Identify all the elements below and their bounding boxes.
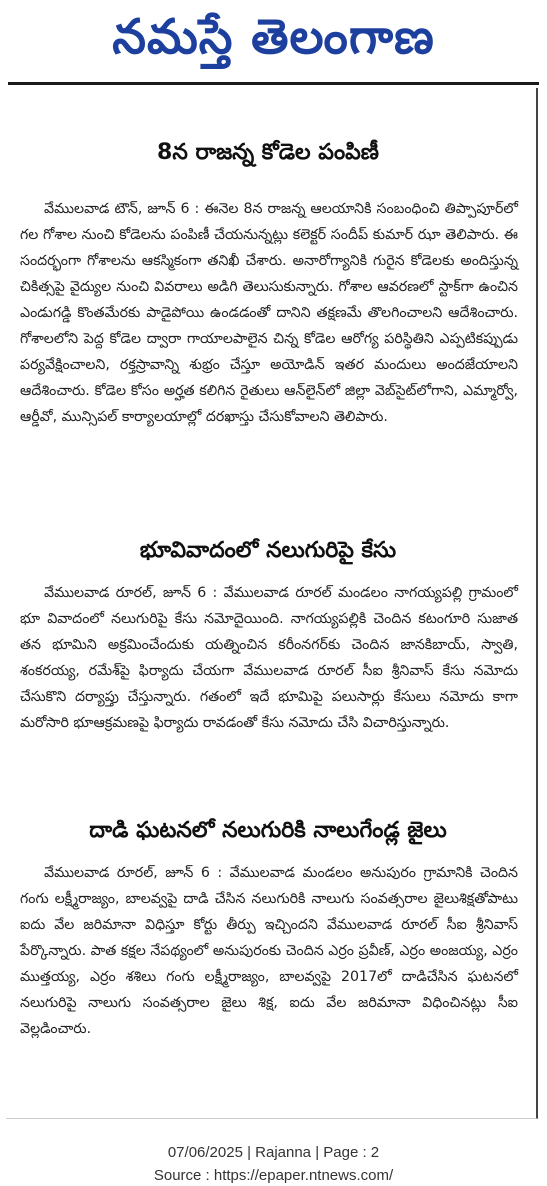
masthead (0, 0, 547, 80)
story-headline: భూవివాదంలో నలుగురిపై కేసు (139, 538, 397, 563)
story-dadi-ghatana (6, 816, 530, 1042)
footer-date-page: 07/06/2025 | Rajanna | Page : 2 (167, 1144, 380, 1161)
story-body: వేములవాడ రూరల్, జూన్ 6 : వేములవాడ మండలం అనుపురం గ్రామానికి చెందిన గంగు లక్ష్మీరాజ్యం, బాలవ్వపై దాడి చేసిన నలుగురికి నాలుగు సంవత్సరాల జైలుశిక్షతోపాటు ఐదు వేల జరిమానా విధిస్తూ కోర్టు తీర్పు ఇచ్చిందని వేములవాడ రూరల్ సీఐ శ్రీనివాస్ పేర్కొన్నారు. పాత కక్షల నేపథ్యంలో అనుపురంకు చెందిన ఎర్రం ప్రవీణ్, ఎర్రం అంజయ్య, ఎర్రం ముత్తయ్య, ఎర్రం శశిలు గంగు లక్ష్మీరాజ్యం, బాలవ్వపై 2017లో దాడిచేసిన ఘటనలో నలుగురిపై నాలుగు సంవత్సరాల జైలు శిక్ష, ఐదు వేల జరిమానా విధించినట్లు సీఐ వెల్లడించారు. (20, 865, 518, 1037)
masthead-divider (8, 82, 539, 85)
story-headline: 8న రాజన్న కోడెల పంపిణీ (157, 140, 379, 165)
story-body: వేములవాడ రూరల్, జూన్ 6 : వేములవాడ రూరల్ మండలం నాగయ్యపల్లి గ్రామంలో భూ వివాదంలో నలుగురిపై కేసు నమోదైయింది. నాగయ్యపల్లికి చెందిన కటంగూరి సుజాత తన భూమిని అక్రమించేందుకు యత్నించిన కరీంనగర్‌కు చెందిన జానకిబాయ్, స్వాతి, శంకరయ్య, రమేశ్‌పై ఫిర్యాదు చేయగా వేములవాడ రూరల్ సీఐ శ్రీనివాస్ కేసు నమోదు చేసుకొని దర్యాప్తు చేస్తున్నారు. గతంలో ఇదే భూమిపై పలుసార్లు కేసులు నమోదు కాగా మరోసారి భూఆక్రమణపై ఫిర్యాదు రావడంతో కేసు నమోదు చేసి విచారిస్తున్నారు. (20, 585, 518, 731)
masthead-logo: నమస్తే తెలంగాణ (112, 9, 435, 65)
story-kodela-pampini (6, 138, 530, 430)
news-clipping (6, 88, 538, 1119)
story-headline: దాడి ఘటనలో నలుగురికి నాలుగేండ్ల జైలు (89, 818, 447, 843)
footer-source-link[interactable]: Source : https://epaper.ntnews.com/ (153, 1167, 394, 1184)
story-bhuvivadam (6, 536, 530, 736)
story-body: వేములవాడ టౌన్, జూన్ 6 : ఈనెల 8న రాజన్న ఆలయానికి సంబంధించి తిప్పాపూర్‌లో గల గోశాల నుంచి కోడెలను పంపిణీ చేయనున్నట్లు కలెక్టర్ సందీప్ కుమార్ ఝా తెలిపారు. ఈ సందర్భంగా గోశాలను ఆకస్మికంగా తనిఖీ చేశారు. అనారోగ్యానికి గురైన కోడెలకు అందిస్తున్న చికిత్సపై వైద్యుల నుంచి వివరాలు అడిగి తెలుసుకున్నారు. గోశాల ఆవరణలో స్టాక్‌గా ఉంచిన ఎండుగడ్డి కొంతమేరకు పాడైపోయి ఉండడంతో దానిని తక్షణమే తొలగించాలని ఆదేశించారు. గోశాలలోని పెద్ద కోడెల ద్వారా గాయాలపాలైన చిన్న కోడెల ఆరోగ్య పరిస్థితిని ఎప్పటికప్పుడు పర్యవేక్షించాలని, రక్తస్రావాన్ని శుభ్రం చేస్తూ అయోడిన్ ఇతర మందులు అందజేయాలని ఆదేశించారు. కోడెల కోసం అర్హత కలిగిన రైతులు ఆన్‌లైన్‌లో జిల్లా వెబ్‌సైట్‌లోగాని, ఎమ్మార్వో, ఆర్డీవో, మున్సిపల్ కార్యాలయాల్లో దరఖాస్తు చేసుకోవాలని తెలిపారు. (20, 201, 518, 425)
